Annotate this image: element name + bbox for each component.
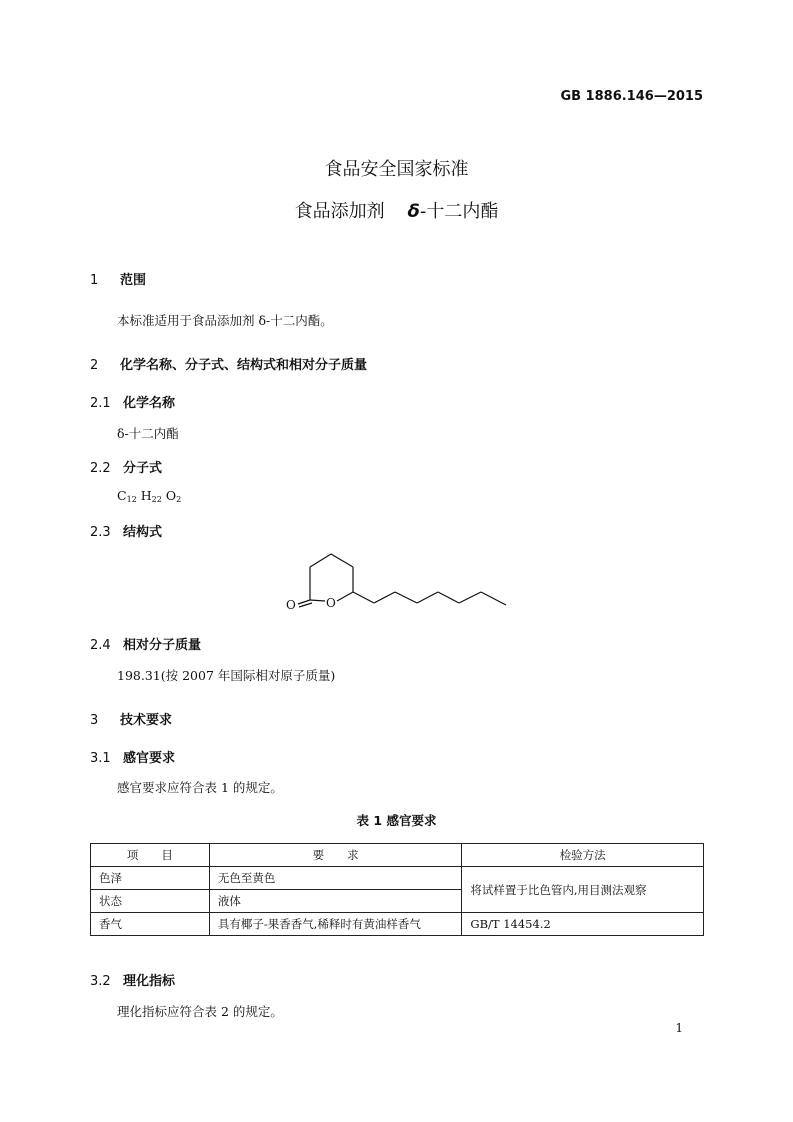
- subtitle-delta: δ: [407, 201, 420, 222]
- page-number: 1: [675, 1021, 683, 1035]
- chain-bond: [417, 592, 438, 603]
- table-1-caption: 表 1 感官要求: [356, 813, 437, 828]
- chain-bond: [395, 592, 417, 603]
- section-3-heading: 3 技术要求: [90, 713, 173, 728]
- chain-bond: [481, 592, 506, 605]
- section-2-3-heading: 2.3 结构式: [90, 525, 163, 540]
- ring-bond: [331, 554, 353, 567]
- table-header-method: 检验方法: [462, 844, 704, 867]
- chain-bond: [353, 592, 374, 603]
- title-line-1: 食品安全国家标准: [324, 159, 469, 180]
- table-header-item: 项 目: [91, 844, 210, 867]
- chain-bond: [374, 592, 395, 603]
- section-3-2-text: 理化指标应符合表 2 的规定。: [117, 1004, 283, 1019]
- chain-bond: [459, 592, 481, 603]
- table-row: [91, 867, 704, 890]
- table-header-row: [91, 844, 704, 867]
- section-2-4-heading: 2.4 相对分子质量: [90, 638, 202, 653]
- table-cell-method: GB/T 14454.2: [462, 913, 704, 936]
- table-cell-requirement: 无色至黄色: [209, 867, 462, 890]
- section-3-1-heading: 3.1 感官要求: [90, 751, 176, 766]
- carbonyl-bond: [298, 600, 310, 604]
- section-2-1-heading: 2.1 化学名称: [90, 396, 176, 411]
- table-cell-requirement: 液体: [209, 890, 462, 913]
- carbonyl-o-label: O: [286, 598, 296, 612]
- standard-code: GB 1886.146—2015: [560, 89, 703, 104]
- section-1-heading: 1 范围: [90, 273, 147, 288]
- document-title: [0, 155, 793, 181]
- molecular-mass-text: 198.31(按 2007 年国际相对原子质量): [117, 668, 336, 683]
- table-cell-item: 香气: [91, 913, 210, 936]
- table-cell-method-merged: 将试样置于比色管内,用目测法观察: [462, 867, 704, 913]
- ring-o-label: O: [326, 596, 336, 610]
- section-1-text: 本标准适用于食品添加剂 δ-十二内酯。: [117, 313, 333, 328]
- table-cell-item: 状态: [91, 890, 210, 913]
- ring-bond: [337, 592, 353, 601]
- ring-bond: [310, 600, 325, 601]
- section-2-2-heading: 2.2 分子式: [90, 461, 163, 476]
- section-3-1-text: 感官要求应符合表 1 的规定。: [117, 780, 283, 795]
- subtitle-suffix: -十二内酯: [419, 201, 499, 222]
- table-cell-requirement: 具有椰子-果香香气,稀释时有黄油样香气: [209, 913, 462, 936]
- subtitle-prefix: 食品添加剂: [294, 201, 385, 222]
- section-2-heading: 2 化学名称、分子式、结构式和相对分子质量: [90, 358, 368, 373]
- table-cell-item: 色泽: [91, 867, 210, 890]
- molecular-formula: $C_{12}$ $H_{22}$ $O_2$: [117, 488, 182, 504]
- chemical-name-text: δ-十二内酯: [117, 426, 179, 441]
- document-subtitle: [0, 197, 793, 223]
- structural-formula: [270, 545, 520, 615]
- section-3-2-heading: 3.2 理化指标: [90, 974, 176, 989]
- table-1: [90, 843, 704, 936]
- chain-bond: [438, 592, 459, 603]
- table-header-requirement: 要 求: [209, 844, 462, 867]
- table-row: [91, 913, 704, 936]
- ring-bond: [310, 554, 331, 567]
